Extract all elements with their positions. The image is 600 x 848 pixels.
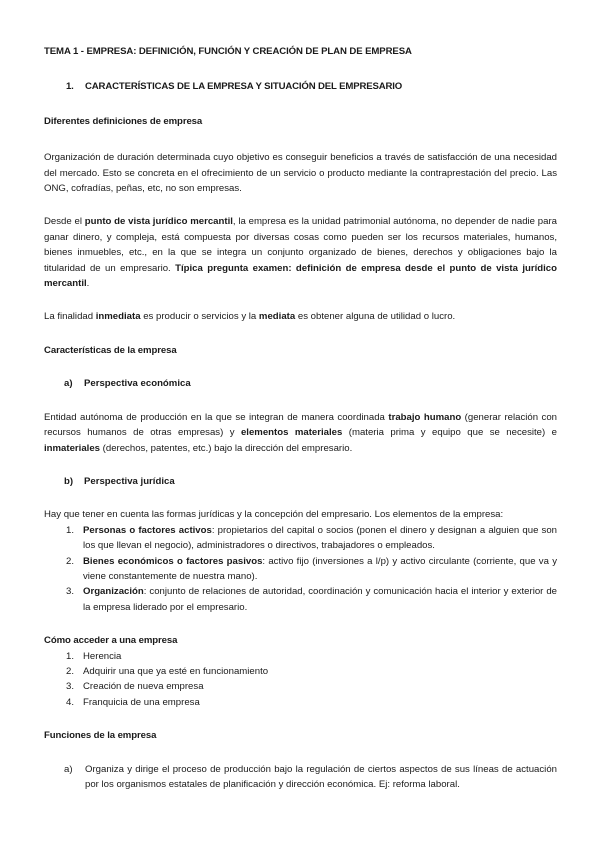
- p3-text-e: es obtener alguna de utilidad o lucro.: [295, 311, 456, 323]
- definicion-paragraph-3: [44, 309, 557, 324]
- list-item: [66, 649, 557, 664]
- p2-bold-b: punto de vista jurídico mercantil: [84, 216, 233, 228]
- list-item: [66, 584, 557, 615]
- list-item-rest: : conjunto de relaciones de autoridad, coordinación y comunicación hacia el interior y exterior de la empresa liderado por el empresario.: [83, 586, 557, 613]
- elementos-empresa-list: [44, 523, 557, 615]
- perspectiva-juridica-heading: [64, 474, 557, 489]
- list-item-text: [83, 584, 557, 615]
- a-text-1: Entidad autónoma de producción en la que se integran de manera coordinada: [44, 411, 389, 423]
- funciones-item-text: Organiza y dirige el proceso de producción bajo la regulación de ciertos aspectos de sus líneas de actuación por los organismos estatales de planificación y dirección económica. Ej: reforma laboral.: [85, 763, 557, 790]
- p2-text-a: Desde el: [44, 216, 85, 228]
- a-bold-2: trabajo humano: [388, 411, 462, 423]
- list-item-text: Franquicia de una empresa: [83, 696, 200, 708]
- funciones-heading: Funciones de la empresa: [44, 730, 157, 742]
- a-text-7: (derechos, patentes, etc.) bajo la dirección del empresario.: [100, 442, 353, 454]
- list-item: [66, 664, 557, 679]
- a-text-3: (generar relación con recursos humanos de otras empresas) y: [44, 411, 558, 439]
- p3-bold-d: mediata: [258, 311, 296, 323]
- list-item-text: Herencia: [83, 650, 122, 662]
- definicion-paragraph-2: [44, 214, 557, 291]
- p3-text-c: es producir o servicios y la: [140, 311, 259, 323]
- acceder-list: [44, 649, 557, 711]
- p3-text-a: La finalidad: [44, 311, 96, 323]
- document-title: TEMA 1 - EMPRESA: DEFINICIÓN, FUNCIÓN Y CREACIÓN DE PLAN DE EMPRESA: [44, 46, 412, 57]
- list-item-bold: Personas o factores activos: [83, 524, 212, 536]
- perspectiva-economica-paragraph: [44, 410, 557, 456]
- list-item-text: Creación de nueva empresa: [83, 681, 204, 693]
- list-item-rest: : propietarios del capital o socios (ponen el dinero y designan a alguien que son los que llevan el negocio), administradores o directivos, trabajadores o empleados.: [83, 524, 558, 552]
- perspectiva-economica-label: a): [64, 378, 73, 390]
- section-1-title: CARACTERÍSTICAS DE LA EMPRESA Y SITUACIÓN DEL EMPRESARIO: [85, 81, 403, 93]
- perspectiva-economica-heading: [64, 376, 557, 391]
- list-item-number: 3.: [66, 586, 75, 598]
- p2-text-e: .: [86, 278, 90, 290]
- list-item: [66, 554, 557, 585]
- p3-bold-b: inmediata: [95, 311, 141, 323]
- a-bold-4: elementos materiales: [240, 427, 343, 439]
- caracteristicas-heading: Características de la empresa: [44, 344, 177, 356]
- list-item-rest: : activo fijo (inversiones a l/p) y activo circulante (corriente, que va y viene constantemente de nuestra mano).: [83, 555, 557, 582]
- list-item-number: 1.: [66, 650, 75, 662]
- section-1-heading: [66, 79, 557, 94]
- list-item: [66, 679, 557, 694]
- list-item-bold: Organización: [83, 586, 144, 598]
- perspectiva-juridica-label: b): [64, 475, 74, 487]
- p2-bold-d: Típica pregunta examen: definición de empresa desde el punto de vista jurídico mercantil: [44, 262, 557, 290]
- perspectiva-economica-title: Perspectiva económica: [84, 378, 191, 390]
- list-item-number: 2.: [66, 555, 75, 567]
- list-item-text: [83, 523, 557, 554]
- list-item-number: 4.: [66, 696, 75, 708]
- list-item-text: [83, 554, 557, 585]
- funciones-item-a: [64, 762, 557, 793]
- list-item: [66, 695, 557, 710]
- acceder-heading: Cómo acceder a una empresa: [44, 635, 178, 647]
- a-bold-6: inmateriales: [44, 442, 100, 454]
- funciones-item-label: a): [64, 763, 73, 775]
- perspectiva-juridica-title: Perspectiva jurídica: [84, 475, 175, 487]
- list-item-number: 1.: [66, 524, 75, 536]
- a-text-5: (materia prima y equipo que se necesite) e: [342, 427, 557, 439]
- perspectiva-juridica-intro: Hay que tener en cuenta las formas jurídicas y la concepción del empresario. Los elementos de la empresa:: [44, 509, 504, 521]
- p2-text-c: , la empresa es la unidad patrimonial autónoma, no depender de nadie para ganar dinero, y compleja, está compuesta por diversas cosas como pueden ser los recursos materiales, humanos, bienes inmuebles, etc., en la que se integra un conjunto organizado de bienes, derechos y obligaciones bajo la titularidad de un empresario.: [44, 216, 557, 274]
- list-item-number: 2.: [66, 665, 75, 677]
- list-item-bold: Bienes económicos o factores pasivos: [83, 555, 263, 567]
- list-item-text: Adquirir una que ya esté en funcionamiento: [83, 665, 269, 677]
- definiciones-heading: Diferentes definiciones de empresa: [44, 115, 203, 127]
- definicion-paragraph-1: Organización de duración determinada cuyo objetivo es conseguir beneficios a través de satisfacción de una necesidad del mercado. Esto se concreta en el ofrecimiento de un servicio o producto mediante la contraprestación del precio. Las ONG, cofradías, peñas, etc, no son empresas.: [44, 152, 557, 195]
- list-item-number: 3.: [66, 681, 75, 693]
- section-1-number: 1.: [66, 81, 74, 93]
- list-item: [66, 523, 557, 554]
